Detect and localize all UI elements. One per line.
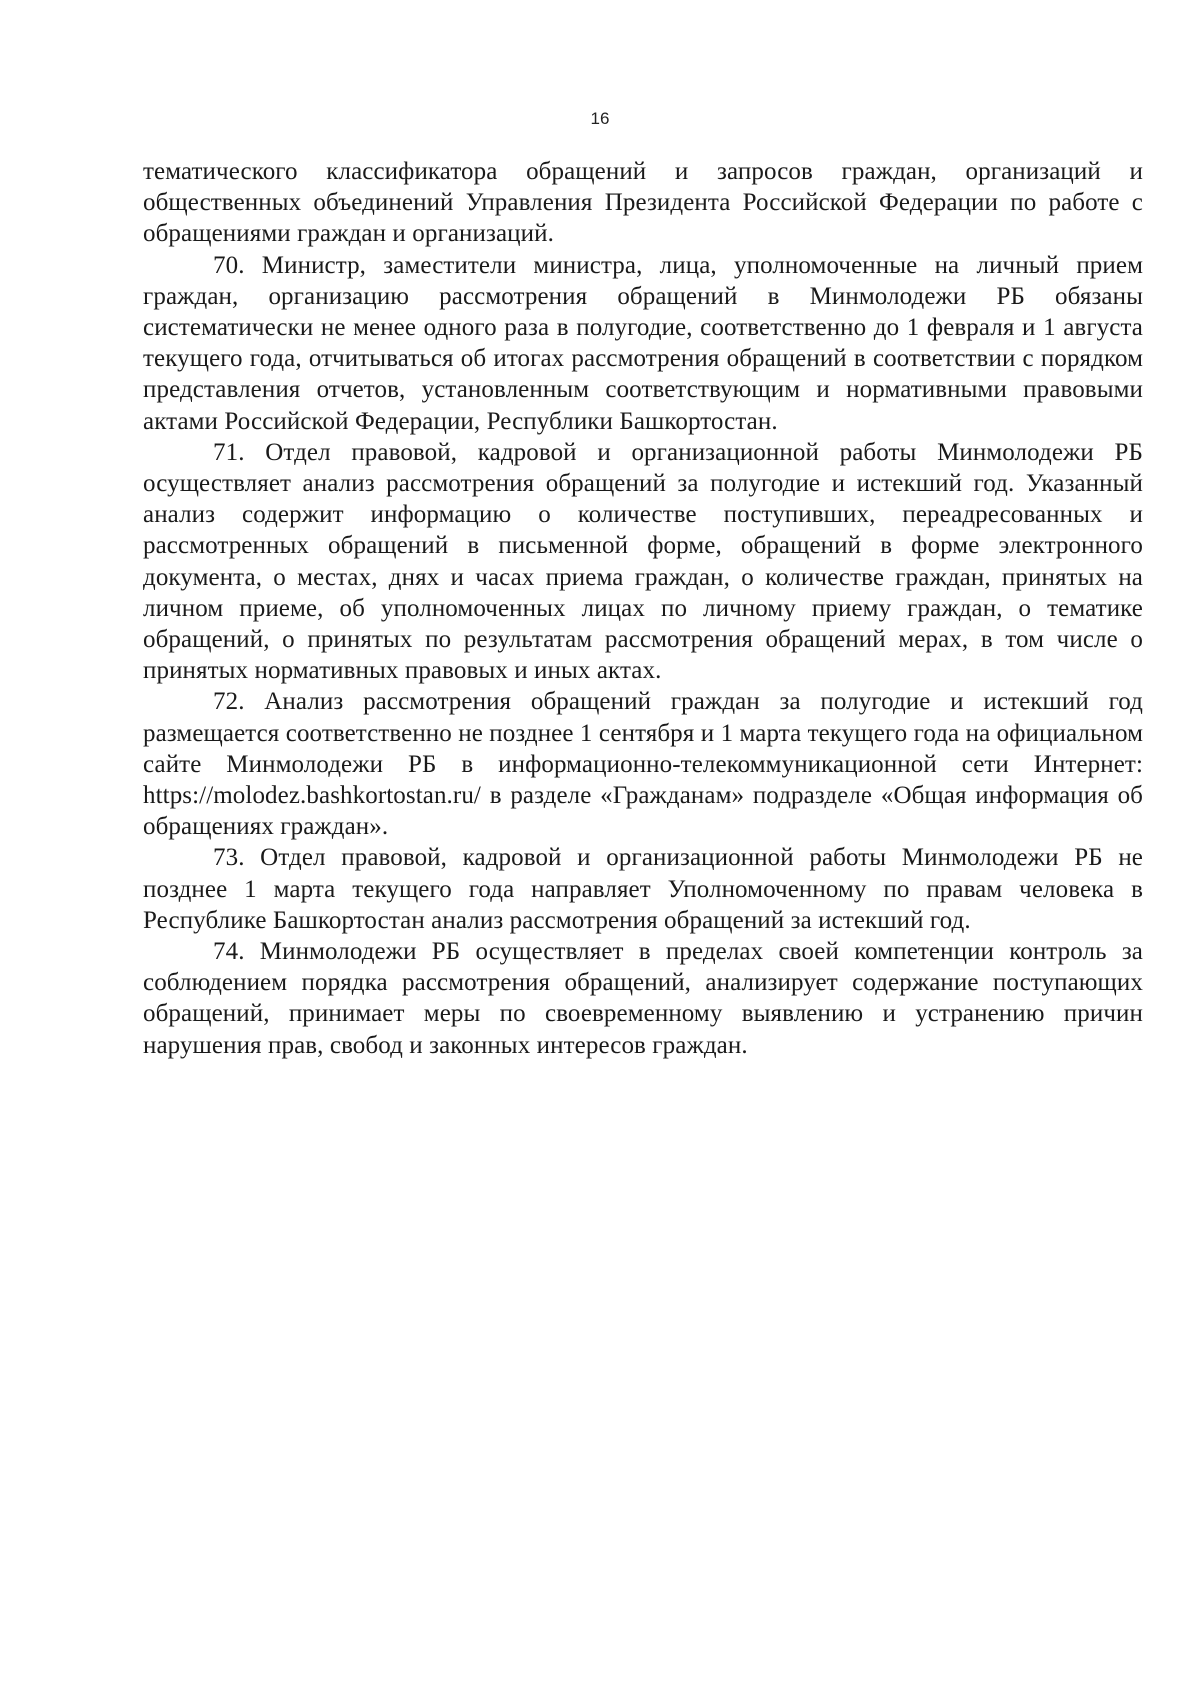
paragraph-continuation: тематического классификатора обращений и запросов граждан, организаций и общественных объединений Управления Президента Российской Федерации по работе с обращениями граждан и организаций. [143, 158, 1143, 248]
paragraph-item-71: 71. Отдел правовой, кадровой и организационной работы Минмолодежи РБ осуществляет анализ рассмотрения обращений за полугодие и истекший год. Указанный анализ содержит информацию о количестве поступивших, переадресованных и рассмотренных обращений в письменной форме, обращений в форме электронного документа, о местах, днях и часах приема граждан, о количестве граждан, принятых на личном приеме, об уполномоченных лицах по личному приему граждан, о тематике обращений, о принятых по результатам рассмотрения обращений мерах, в том числе о принятых нормативных правовых и иных актах. [143, 438, 1143, 685]
page-number: 16 [590, 109, 610, 128]
paragraph-item-73: 73. Отдел правовой, кадровой и организационной работы Минмолодежи РБ не позднее 1 марта текущего года направляет Уполномоченному по правам человека в Республике Башкортостан анализ рассмотрения обращений за истекший год. [143, 844, 1143, 934]
paragraph-item-72: 72. Анализ рассмотрения обращений граждан за полугодие и истекший год размещается соответственно не позднее 1 сентября и 1 марта текущего года на официальном сайте Минмолодежи РБ в информационно-телекоммуникационной сети Интернет: https://molodez.bashkortostan.ru/ в разделе «Гражданам» подразделе «Общая информация об обращениях граждан». [143, 688, 1143, 841]
paragraph-item-70: 70. Министр, заместители министра, лица, уполномоченные на личный прием граждан, организацию рассмотрения обращений в Минмолодежи РБ обязаны систематически не менее одного раза в полугодие, соответственно до 1 февраля и 1 августа текущего года, отчитываться об итогах рассмотрения обращений в соответствии с порядком представления отчетов, установленным соответствующим и нормативными правовыми актами Российской Федерации, Республики Башкортостан. [143, 251, 1143, 435]
document-body [143, 156, 1143, 1061]
paragraph-item-74: 74. Минмолодежи РБ осуществляет в пределах своей компетенции контроль за соблюдением порядка рассмотрения обращений, анализирует содержание поступающих обращений, принимает меры по своевременному выявлению и устранению причин нарушения прав, свобод и законных интересов граждан. [143, 938, 1143, 1059]
